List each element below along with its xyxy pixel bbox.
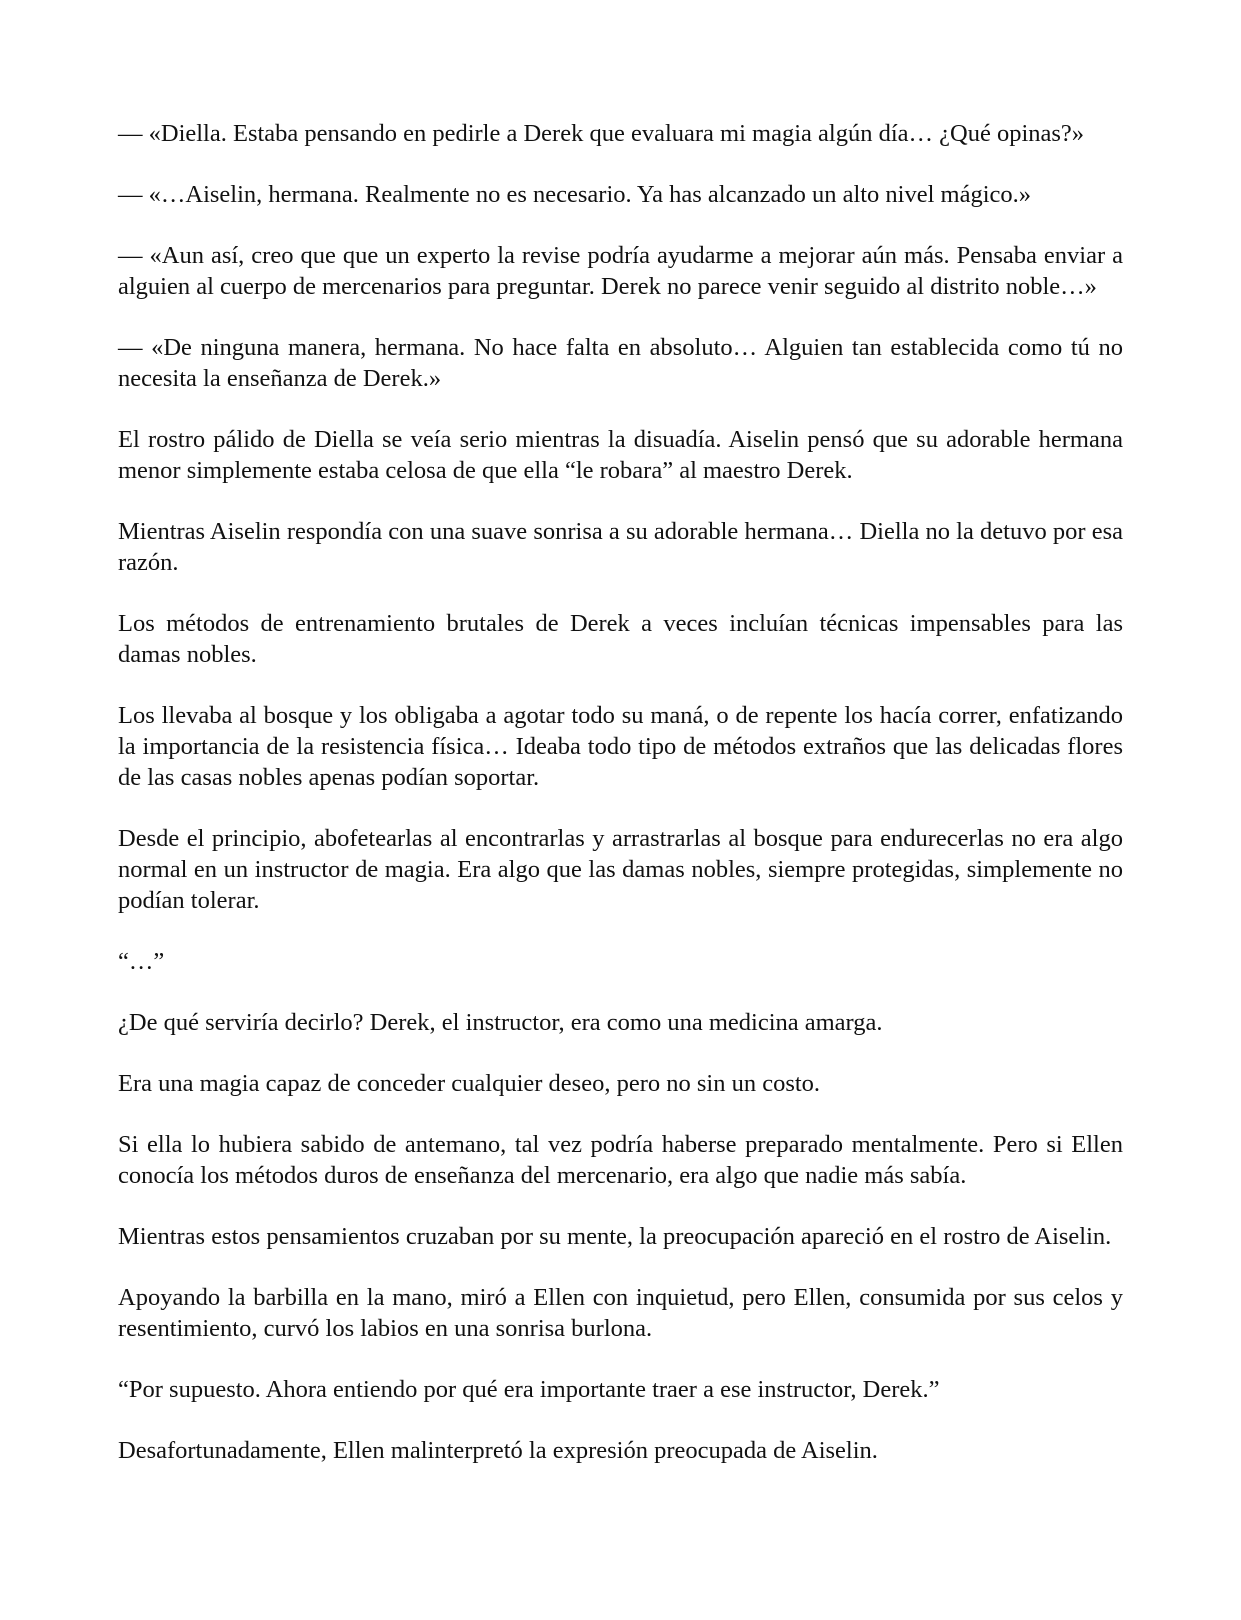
paragraph: El rostro pálido de Diella se veía serio mientras la disuadía. Aiselin pensó que su adorable hermana menor simplemente estaba celosa de que ella “le robara” al maestro Derek. [118, 426, 1123, 484]
paragraph: — «Diella. Estaba pensando en pedirle a Derek que evaluara mi magia algún día… ¿Qué opinas?» [118, 120, 1085, 147]
paragraph: Mientras estos pensamientos cruzaban por su mente, la preocupación apareció en el rostro de Aiselin. [118, 1223, 1112, 1250]
paragraph: Mientras Aiselin respondía con una suave sonrisa a su adorable hermana… Diella no la detuvo por esa razón. [118, 518, 1123, 576]
paragraph: — «…Aiselin, hermana. Realmente no es necesario. Ya has alcanzado un alto nivel mágico.» [118, 181, 1032, 208]
paragraph: — «De ninguna manera, hermana. No hace falta en absoluto… Alguien tan establecida como tú no necesita la enseñanza de Derek.» [118, 334, 1123, 392]
paragraph: — «Aun así, creo que que un experto la revise podría ayudarme a mejorar aún más. Pensaba enviar a alguien al cuerpo de mercenarios para preguntar. Derek no parece venir seguido al distrito noble…» [118, 242, 1123, 300]
paragraph: Si ella lo hubiera sabido de antemano, tal vez podría haberse preparado mentalmente. Pero si Ellen conocía los métodos duros de enseñanza del mercenario, era algo que nadie más sabía. [118, 1131, 1123, 1189]
paragraph: “…” [118, 948, 165, 975]
paragraph: “Por supuesto. Ahora entiendo por qué era importante traer a ese instructor, Derek.” [118, 1376, 940, 1403]
document-body [118, 118, 1123, 1496]
paragraph: ¿De qué serviría decirlo? Derek, el instructor, era como una medicina amarga. [118, 1009, 883, 1036]
paragraph: Era una magia capaz de conceder cualquier deseo, pero no sin un costo. [118, 1070, 821, 1097]
paragraph: Apoyando la barbilla en la mano, miró a Ellen con inquietud, pero Ellen, consumida por sus celos y resentimiento, curvó los labios en una sonrisa burlona. [118, 1284, 1123, 1342]
paragraph: Los métodos de entrenamiento brutales de Derek a veces incluían técnicas impensables para las damas nobles. [118, 610, 1123, 668]
paragraph: Los llevaba al bosque y los obligaba a agotar todo su maná, o de repente los hacía correr, enfatizando la importancia de la resistencia física… Ideaba todo tipo de métodos extraños que las delicadas flores de las casas nobles apenas podían soportar. [118, 702, 1123, 791]
paragraph: Desafortunadamente, Ellen malinterpretó la expresión preocupada de Aiselin. [118, 1437, 878, 1464]
paragraph: Desde el principio, abofetearlas al encontrarlas y arrastrarlas al bosque para endurecerlas no era algo normal en un instructor de magia. Era algo que las damas nobles, siempre protegidas, simplemente no podían tolerar. [118, 825, 1123, 914]
